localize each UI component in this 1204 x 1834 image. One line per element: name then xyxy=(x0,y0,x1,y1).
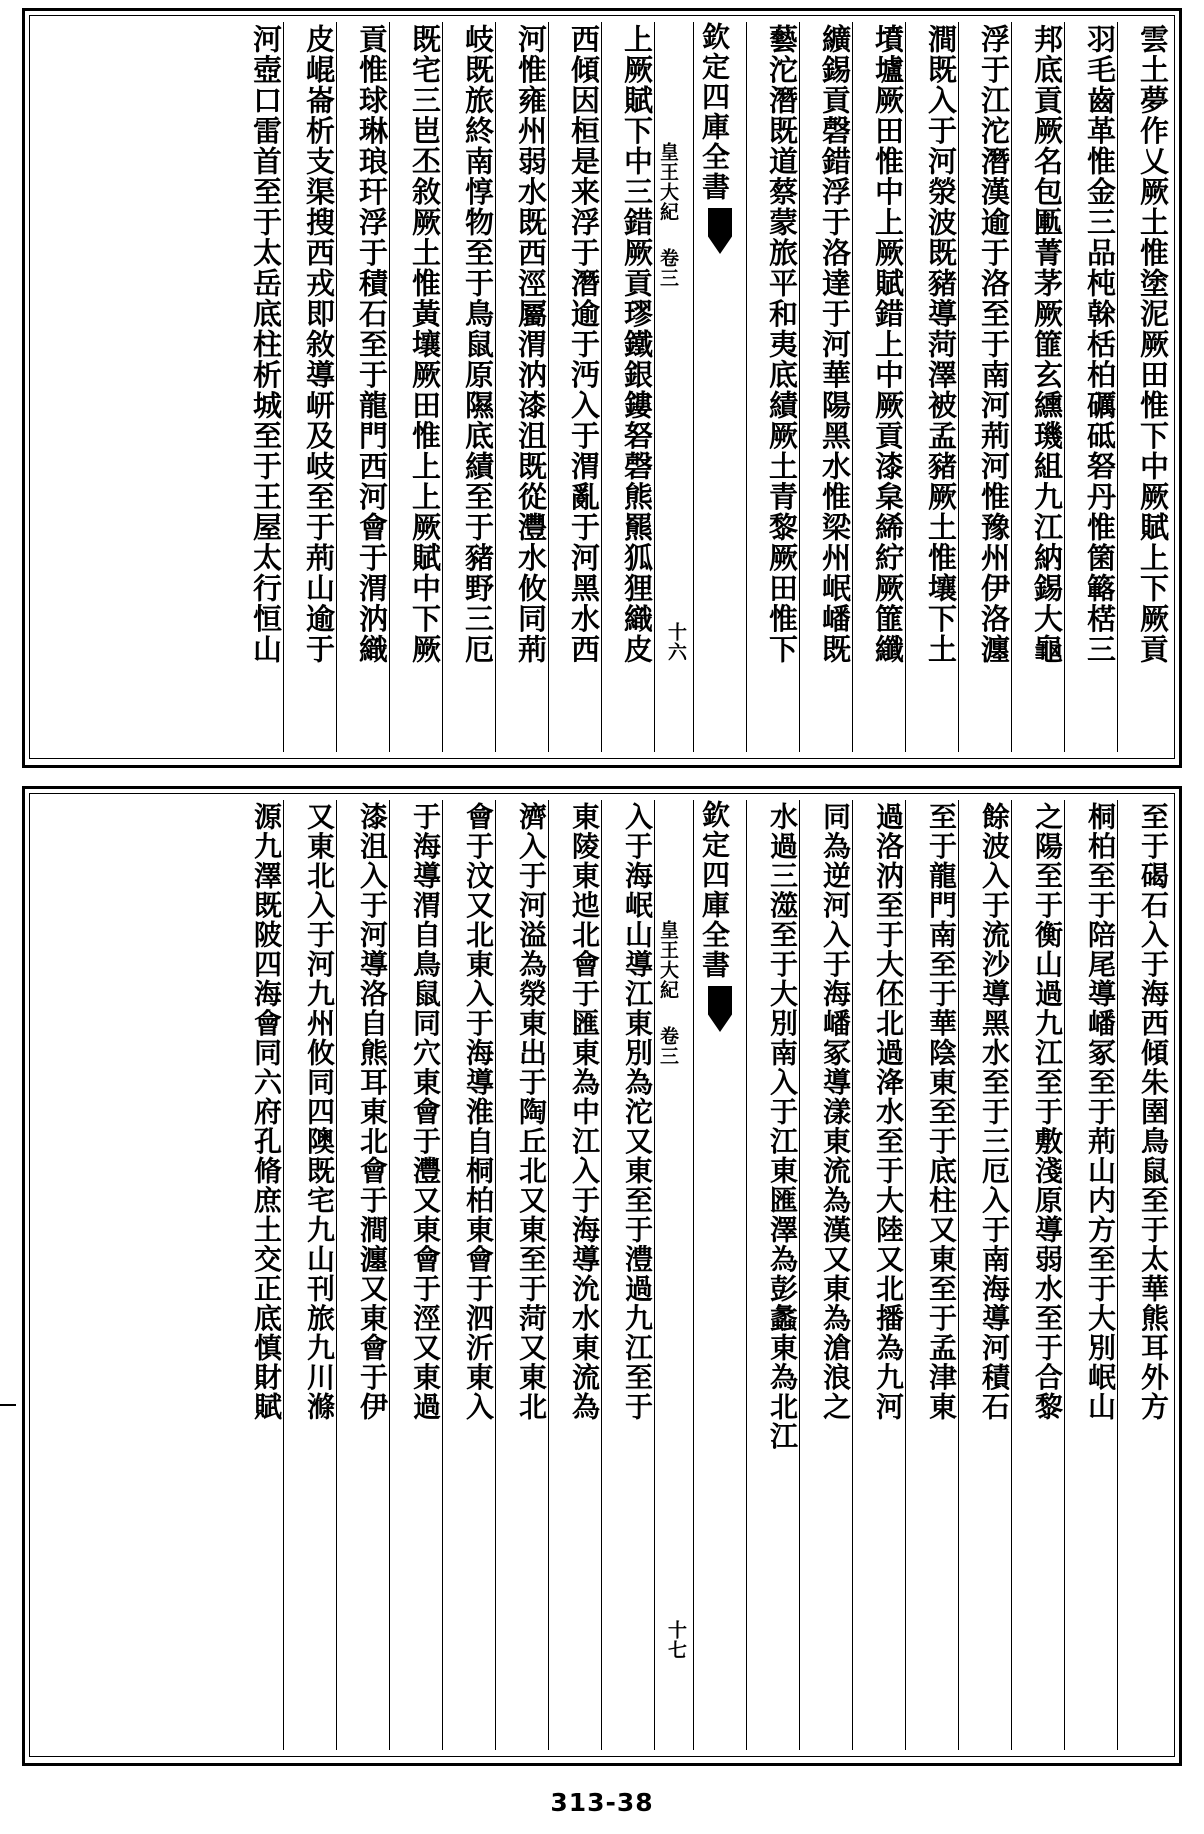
text-column: 澗既入于河滎波既豬導菏澤被孟豬厥土惟壤下土 xyxy=(905,22,958,752)
folio-number: 313-38 xyxy=(550,1788,654,1817)
text-column: 河壺口雷首至于太岳底柱析城至于王屋太行恒山 xyxy=(249,24,283,665)
text-column: 東陵東迆北會于匯東為中江入于海導沇水東流為 xyxy=(548,800,601,1750)
book-title-column xyxy=(693,22,746,752)
book-title: 欽定四庫全書 xyxy=(698,22,731,202)
text-column: 水過三澨至于大別南入于江東匯澤為彭蠡東為北江 xyxy=(746,800,799,1750)
text-column: 又東北入于河九州攸同四隩既宅九山刊旅九川滌 xyxy=(283,800,336,1750)
diamond-marker-icon xyxy=(708,986,732,1032)
text-column: 藝沱潛既道蔡蒙旅平和夷底績厥土青黎厥田惟下 xyxy=(746,22,799,752)
text-column: 漆沮入于河導洛自熊耳東北會于澗瀍又東會于伊 xyxy=(336,800,389,1750)
text-column: 會于汶又北東入于海導淮自桐柏東會于泗沂東入 xyxy=(442,800,495,1750)
block-bottom-columns xyxy=(29,793,1175,1757)
text-column: 皮崐崙析支渠搜西戎即敘導岍及岐至于荊山逾于 xyxy=(283,22,336,752)
page-number-label: 十六 xyxy=(665,622,687,662)
block-meta-column xyxy=(654,800,693,1750)
text-column: 貢惟球琳琅玕浮于積石至于龍門西河會于渭汭織 xyxy=(336,22,389,752)
text-column: 過洛汭至于大伾北過洚水至于大陸又北播為九河 xyxy=(852,800,905,1750)
text-column: 之陽至于衡山過九江至于敷淺原導弱水至于合黎 xyxy=(1011,800,1064,1750)
page-number-label: 十七 xyxy=(665,1620,687,1660)
book-title-column xyxy=(693,800,746,1750)
text-column: 于海導渭自鳥鼠同穴東會于灃又東會于涇又東過 xyxy=(389,800,442,1750)
text-column: 邦底貢厥名包匭菁茅厥篚玄纁璣組九江納錫大龜 xyxy=(1011,22,1064,752)
text-column: 濟入于河溢為滎東出于陶丘北又東至于菏又東北 xyxy=(495,800,548,1750)
text-column: 同為逆河入于海嶓冢導漾東流為漢又東為滄浪之 xyxy=(799,800,852,1750)
text-column: 上厥賦下中三錯厥貢璆鐵銀鏤砮磬熊羆狐狸織皮 xyxy=(601,22,654,752)
volume-label: 卷三 xyxy=(657,1026,679,1066)
text-column: 浮于江沱潛漢逾于洛至于南河荊河惟豫州伊洛瀍 xyxy=(958,22,1011,752)
text-column: 河惟雍州弱水既西涇屬渭汭漆沮既從灃水攸同荊 xyxy=(495,22,548,752)
text-column: 岐既旅終南惇物至于鳥鼠原隰底績至于豬野三厄 xyxy=(442,22,495,752)
text-column: 既宅三岜丕敘厥土惟黃壤厥田惟上上厥賦中下厥 xyxy=(389,22,442,752)
volume-label: 卷三 xyxy=(657,248,679,288)
work-title: 皇王大紀 xyxy=(657,142,679,222)
text-column: 至于龍門南至于華陰東至于底柱又東至于孟津東 xyxy=(905,800,958,1750)
text-column: 至于碣石入于海西傾朱圉鳥鼠至于太華熊耳外方 xyxy=(1117,800,1170,1750)
book-title: 欽定四庫全書 xyxy=(698,800,731,980)
text-column: 餘波入于流沙導黑水至于三厄入于南海導河積石 xyxy=(958,800,1011,1750)
scan-block-bottom xyxy=(22,786,1182,1766)
registration-tick-mark xyxy=(0,1404,16,1406)
text-column: 羽毛齒革惟金三品杶榦栝柏礪砥砮丹惟箘簵楛三 xyxy=(1064,22,1117,752)
diamond-marker-icon xyxy=(708,208,732,254)
text-column: 西傾因桓是来浮于潛逾于沔入于渭亂于河黑水西 xyxy=(548,22,601,752)
text-column: 雲土夢作乂厥土惟塗泥厥田惟下中厥賦上下厥貢 xyxy=(1117,22,1170,752)
text-column: 纊錫貢磬錯浮于洛達于河華陽黑水惟梁州岷嶓既 xyxy=(799,22,852,752)
text-column: 入于海岷山導江東別為沱又東至于澧過九江至于 xyxy=(601,800,654,1750)
text-column: 源九澤既陂四海會同六府孔脩庶土交正底慎財賦 xyxy=(250,802,283,1422)
scan-block-top xyxy=(22,8,1182,768)
block-top-columns xyxy=(29,15,1175,759)
block-meta-column xyxy=(654,22,693,752)
work-title: 皇王大紀 xyxy=(657,920,679,1000)
text-column: 桐柏至于陪尾導嶓冢至于荊山内方至于大別岷山 xyxy=(1064,800,1117,1750)
text-column: 墳壚厥田惟中上厥賦錯上中厥貢漆枲絺紵厥篚纖 xyxy=(852,22,905,752)
